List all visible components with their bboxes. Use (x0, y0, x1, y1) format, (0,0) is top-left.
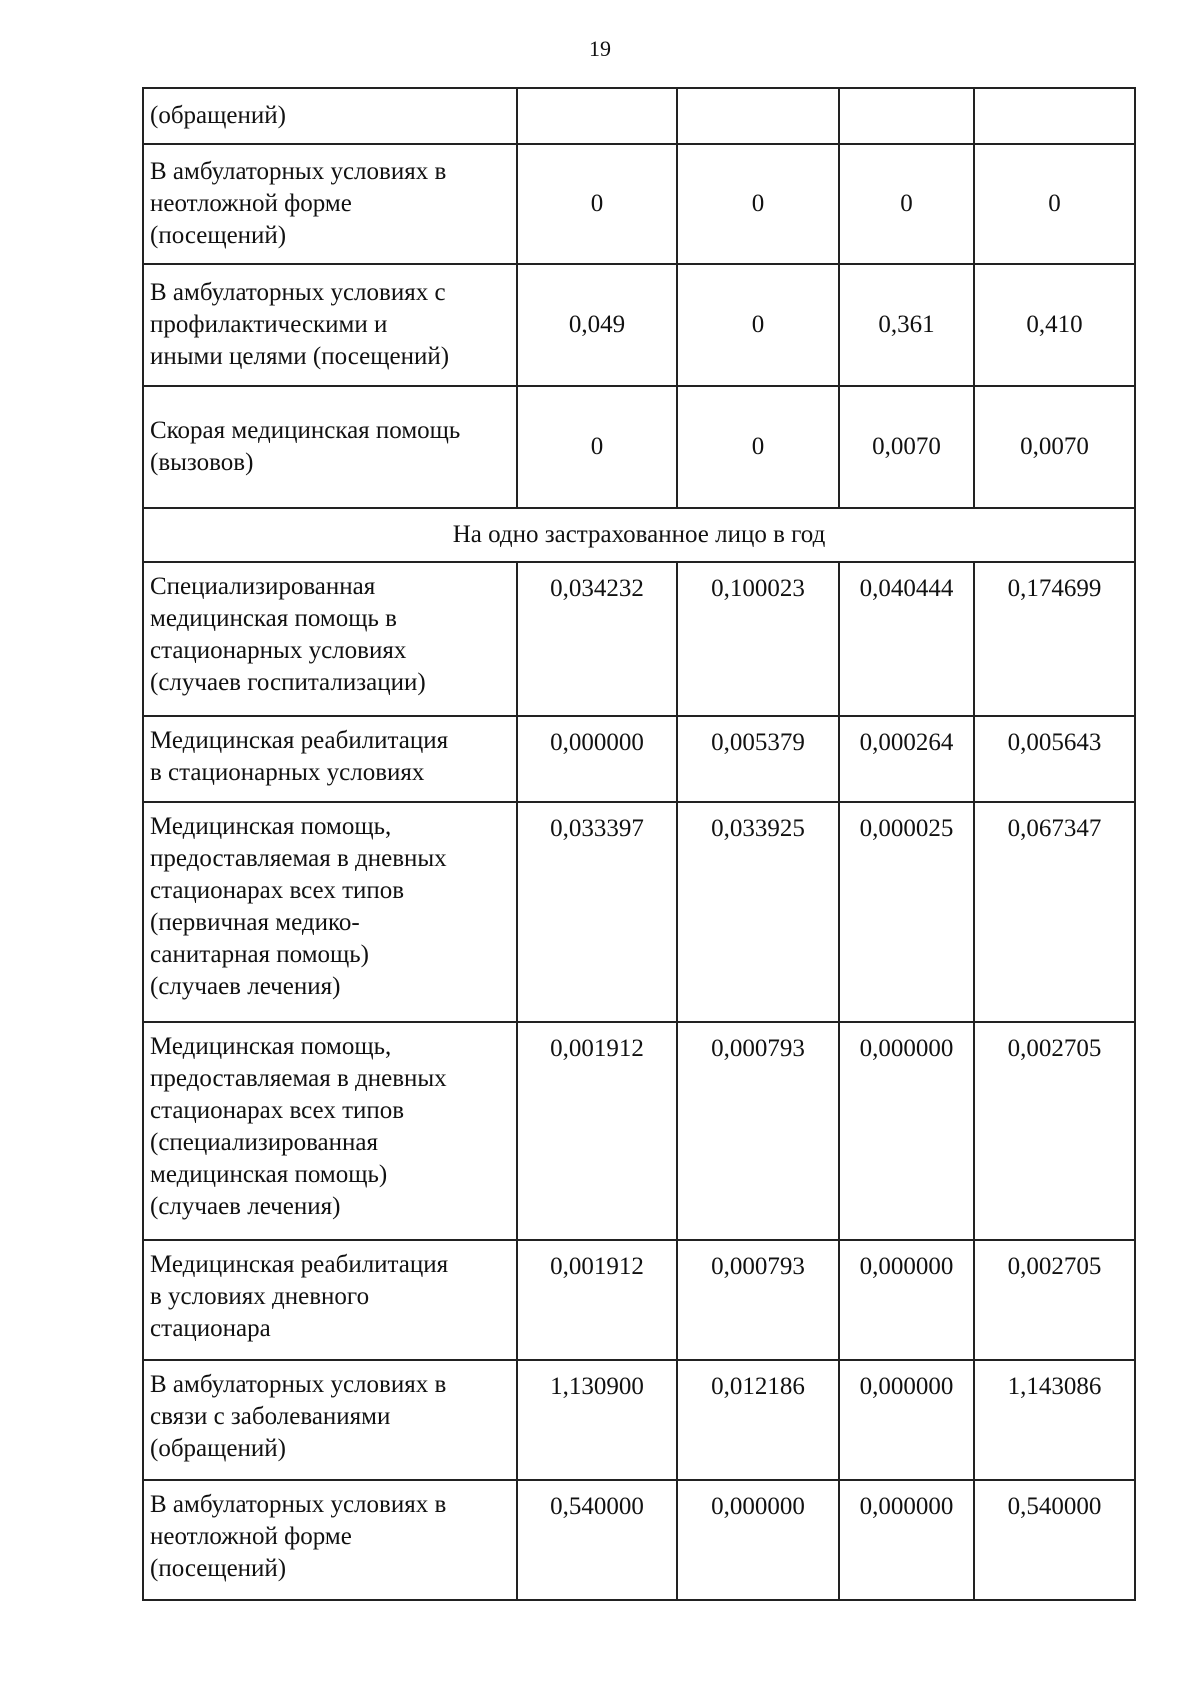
cell-value: 0,000793 (677, 1022, 839, 1240)
data-table (142, 87, 1136, 1601)
table-row (143, 1360, 1135, 1480)
row-label: В амбулаторных условиях в неотложной форме (посещений) (143, 1480, 517, 1600)
table-row (143, 1022, 1135, 1240)
cell-value (839, 88, 974, 144)
cell-value: 0,000000 (839, 1360, 974, 1480)
cell-value: 0,001912 (517, 1022, 677, 1240)
row-label: Медицинская реабилитация в условиях дневного стационара (143, 1240, 517, 1360)
row-label: Специализированная медицинская помощь в стационарных условиях (случаев госпитализации) (143, 562, 517, 716)
cell-value: 0,001912 (517, 1240, 677, 1360)
row-label: Медицинская помощь, предоставляемая в дневных стационарах всех типов (специализированная медицинская помощь) (случаев лечения) (143, 1022, 517, 1240)
cell-value: 0,000000 (517, 716, 677, 802)
table-row (143, 88, 1135, 144)
cell-value: 0,005643 (974, 716, 1135, 802)
cell-value: 0 (677, 144, 839, 264)
cell-value: 0,361 (839, 264, 974, 386)
cell-value: 0,410 (974, 264, 1135, 386)
row-label: В амбулаторных условиях в неотложной форме (посещений) (143, 144, 517, 264)
row-label: Скорая медицинская помощь (вызовов) (143, 386, 517, 508)
cell-value: 0,002705 (974, 1022, 1135, 1240)
cell-value: 1,130900 (517, 1360, 677, 1480)
section-title: На одно застрахованное лицо в год (143, 508, 1135, 562)
table-row (143, 562, 1135, 716)
cell-value: 0 (974, 144, 1135, 264)
cell-value: 0,002705 (974, 1240, 1135, 1360)
row-label: Медицинская реабилитация в стационарных условиях (143, 716, 517, 802)
cell-value: 0 (677, 264, 839, 386)
cell-value: 0,033397 (517, 802, 677, 1022)
row-label: В амбулаторных условиях в связи с заболеваниями (обращений) (143, 1360, 517, 1480)
cell-value: 0 (517, 386, 677, 508)
cell-value (517, 88, 677, 144)
cell-value: 0,0070 (839, 386, 974, 508)
table-row (143, 144, 1135, 264)
table-row (143, 264, 1135, 386)
table-row (143, 802, 1135, 1022)
table-row (143, 386, 1135, 508)
section-row (143, 508, 1135, 562)
cell-value: 0,000000 (677, 1480, 839, 1600)
cell-value (974, 88, 1135, 144)
page-number: 19 (589, 36, 611, 61)
cell-value: 0,000025 (839, 802, 974, 1022)
cell-value (677, 88, 839, 144)
cell-value: 0 (517, 144, 677, 264)
cell-value: 0,067347 (974, 802, 1135, 1022)
cell-value: 0,000000 (839, 1480, 974, 1600)
table-row (143, 716, 1135, 802)
table-row (143, 1240, 1135, 1360)
cell-value: 0 (839, 144, 974, 264)
cell-value: 0,0070 (974, 386, 1135, 508)
cell-value: 0,540000 (517, 1480, 677, 1600)
cell-value: 0 (677, 386, 839, 508)
cell-value: 0,005379 (677, 716, 839, 802)
cell-value: 0,012186 (677, 1360, 839, 1480)
cell-value: 0,034232 (517, 562, 677, 716)
cell-value: 0,000000 (839, 1022, 974, 1240)
cell-value: 0,033925 (677, 802, 839, 1022)
row-label: В амбулаторных условиях с профилактическими и иными целями (посещений) (143, 264, 517, 386)
row-label: Медицинская помощь, предоставляемая в дневных стационарах всех типов (первичная медико- санитарная помощь) (случаев лечения) (143, 802, 517, 1022)
cell-value: 0,000793 (677, 1240, 839, 1360)
cell-value: 0,000000 (839, 1240, 974, 1360)
row-label: (обращений) (143, 88, 517, 144)
table-row (143, 1480, 1135, 1600)
cell-value: 1,143086 (974, 1360, 1135, 1480)
cell-value: 0,049 (517, 264, 677, 386)
cell-value: 0,040444 (839, 562, 974, 716)
cell-value: 0,100023 (677, 562, 839, 716)
cell-value: 0,000264 (839, 716, 974, 802)
cell-value: 0,540000 (974, 1480, 1135, 1600)
cell-value: 0,174699 (974, 562, 1135, 716)
